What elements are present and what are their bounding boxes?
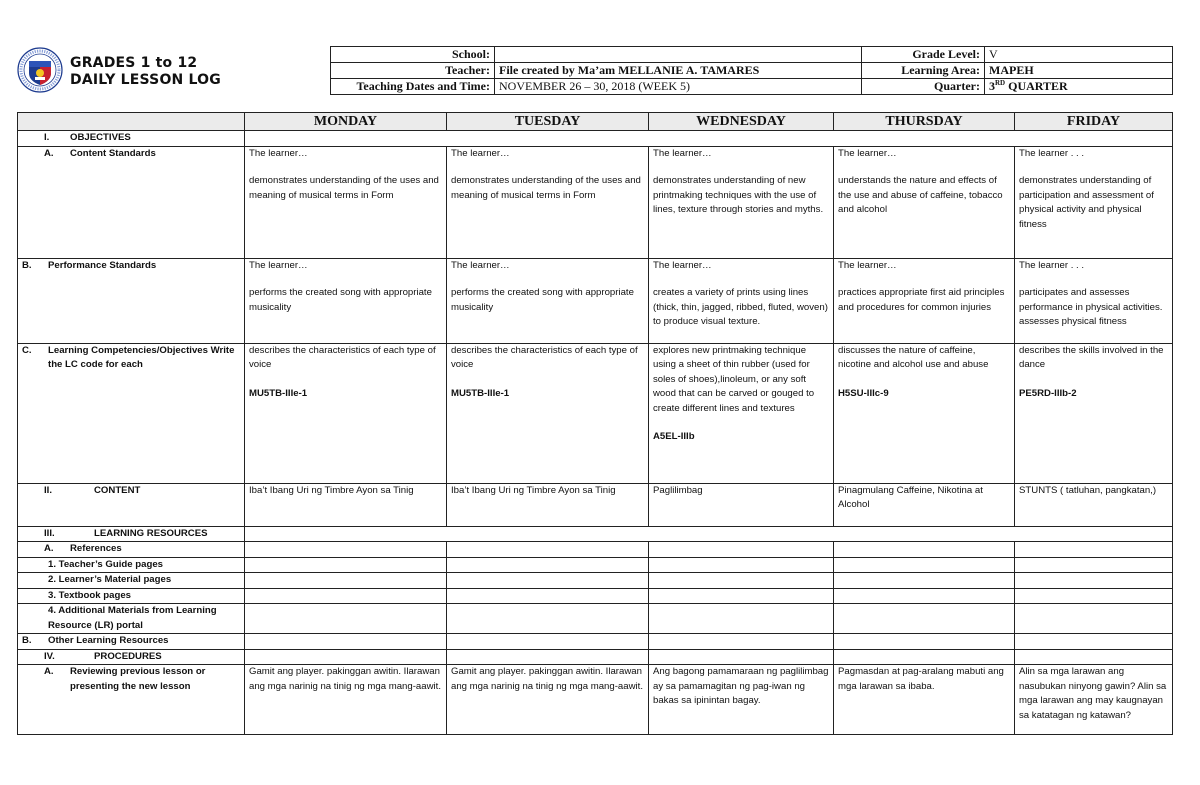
quarter-suffix: RD <box>995 79 1006 87</box>
procedures-marker: IV. <box>44 650 55 662</box>
content-standards-monday: The learner… demonstrates understanding of the uses and meaning of musical terms in Form <box>245 146 447 258</box>
competencies-thursday: discusses the nature of caffeine, nicotine and alcohol use and abuse H5SU-IIIc-9 <box>834 343 1015 483</box>
review-monday: Gamit ang player. pakinggan awitin. Ilarawan ang mga narinig na tinig ng mga mang-aawit. <box>245 665 447 735</box>
references-row <box>18 542 1173 558</box>
competencies-wednesday: explores new printmaking technique using a sheet of thin rubber (used for soles of shoes),linoleum, or any soft wood that can be carved or gouged to create different lines and textures A5EL-IIIb <box>649 343 834 483</box>
review-thursday: Pagmasdan at pag-aralang mabuti ang mga larawan sa ibaba. <box>834 665 1015 735</box>
grade-level-value: V <box>985 47 1173 63</box>
learning-resources-marker: III. <box>44 527 55 539</box>
lc-code: MU5TB-IIIe-1 <box>451 387 510 399</box>
objectives-marker: I. <box>44 132 50 143</box>
other-resources-row <box>18 634 1173 650</box>
days-header-row <box>18 113 1173 131</box>
textbook-label: 3. Textbook pages <box>18 588 245 604</box>
competencies-marker: C. <box>22 344 32 356</box>
other-resources-marker: B. <box>22 635 32 646</box>
deped-seal-icon <box>17 47 63 93</box>
competencies-row <box>18 343 1173 483</box>
learning-resources-row <box>18 526 1173 542</box>
teachers-guide-label: 1. Teacher’s Guide pages <box>18 557 245 573</box>
title-line-grades: GRADES 1 to 12 <box>70 55 198 71</box>
day-friday: FRIDAY <box>1015 113 1173 131</box>
procedures-row <box>18 649 1173 665</box>
learners-material-row <box>18 573 1173 589</box>
performance-standards-label: Performance Standards <box>48 259 157 271</box>
teacher-label: Teacher: <box>331 63 495 79</box>
content-standards-wednesday: The learner… demonstrates understanding of new printmaking techniques with the use of lines, texture through stories and myths. <box>649 146 834 258</box>
quarter-word: QUARTER <box>1008 79 1068 93</box>
quarter-value <box>985 79 1173 95</box>
content-standards-marker: A. <box>44 147 54 159</box>
learners-material-label: 2. Learner’s Material pages <box>18 573 245 589</box>
procedures-label: PROCEDURES <box>94 650 162 662</box>
review-friday: Alin sa mga larawan ang nasubukan ninyong gawin? Alin sa mga larawan ang may kaugnayan sa katatagan ng katawan? <box>1015 665 1173 735</box>
content-wednesday: Paglilimbag <box>649 483 834 526</box>
lc-code: A5EL-IIIb <box>653 431 695 442</box>
lc-code: MU5TB-IIIe-1 <box>249 387 308 399</box>
performance-standards-marker: B. <box>22 259 32 271</box>
additional-materials-row <box>18 604 1173 634</box>
content-friday: STUNTS ( tatluhan, pangkatan,) <box>1015 483 1173 526</box>
learning-area-label: Learning Area: <box>862 63 985 79</box>
content-label: CONTENT <box>94 484 141 496</box>
day-wednesday: WEDNESDAY <box>649 113 834 131</box>
review-label: Reviewing previous lesson or presenting the new lesson <box>70 666 206 692</box>
learning-resources-label: LEARNING RESOURCES <box>94 527 208 539</box>
content-tuesday: Iba’t Ibang Uri ng Timbre Ayon sa Tinig <box>447 483 649 526</box>
day-tuesday: TUESDAY <box>447 113 649 131</box>
teachers-guide-row <box>18 557 1173 573</box>
performance-standards-friday: The learner . . . participates and assesses performance in physical activities. assesses physical fitness <box>1015 258 1173 343</box>
quarter-label: Quarter: <box>862 79 985 95</box>
title-line-dll: DAILY LESSON LOG <box>70 72 221 88</box>
content-standards-tuesday: The learner… demonstrates understanding of the uses and meaning of musical terms in Form <box>447 146 649 258</box>
lc-code: PE5RD-IIIb-2 <box>1019 387 1077 399</box>
content-standards-thursday: The learner… understands the nature and effects of the use and abuse of caffeine, tobacco and alcohol <box>834 146 1015 258</box>
content-row <box>18 483 1173 526</box>
references-marker: A. <box>44 543 54 554</box>
objectives-label: OBJECTIVES <box>70 132 131 143</box>
lesson-log-table <box>17 112 1173 735</box>
competencies-friday: describes the skills involved in the dance PE5RD-IIIb-2 <box>1015 343 1173 483</box>
performance-standards-monday: The learner… performs the created song with appropriate musicality <box>245 258 447 343</box>
competencies-label: Learning Competencies/Objectives Write the LC code for each <box>48 344 235 370</box>
content-standards-friday: The learner . . . demonstrates understanding of participation and assessment of physical activity and physical fitness <box>1015 146 1173 258</box>
school-value <box>495 47 862 63</box>
grade-level-label: Grade Level: <box>862 47 985 63</box>
other-resources-label: Other Learning Resources <box>48 635 169 646</box>
performance-standards-thursday: The learner… practices appropriate first aid principles and procedures for common injuries <box>834 258 1015 343</box>
content-standards-row <box>18 146 1173 258</box>
additional-materials-label: 4. Additional Materials from Learning Resource (LR) portal <box>18 604 245 634</box>
competencies-tuesday: describes the characteristics of each type of voice MU5TB-IIIe-1 <box>447 343 649 483</box>
lc-code: H5SU-IIIc-9 <box>838 387 889 399</box>
day-monday: MONDAY <box>245 113 447 131</box>
dates-label: Teaching Dates and Time: <box>331 79 495 95</box>
content-thursday: Pinagmulang Caffeine, Nikotina at Alcohol <box>834 483 1015 526</box>
corner-cell <box>18 113 245 131</box>
day-thursday: THURSDAY <box>834 113 1015 131</box>
dates-value: NOVEMBER 26 – 30, 2018 (WEEK 5) <box>495 79 862 95</box>
performance-standards-row <box>18 258 1173 343</box>
document-title <box>70 55 221 89</box>
review-wednesday: Ang bagong pamamaraan ng paglilimbag ay sa pamamagitan ng pag-iwan ng bakas sa ipinintan bagay. <box>649 665 834 735</box>
review-tuesday: Gamit ang player. pakinggan awitin. Ilarawan ang mga narinig na tinig ng mga mang-aawit. <box>447 665 649 735</box>
content-monday: Iba’t Ibang Uri ng Timbre Ayon sa Tinig <box>245 483 447 526</box>
content-marker: II. <box>44 484 52 496</box>
performance-standards-wednesday: The learner… creates a variety of prints using lines (thick, thin, jagged, ribbed, fluted, woven) to produce visual texture. <box>649 258 834 343</box>
quarter-number: 3 <box>989 79 995 93</box>
objectives-row <box>18 131 1173 147</box>
teacher-value: File created by Ma’am MELLANIE A. TAMARES <box>495 63 862 79</box>
learning-area-value: MAPEH <box>985 63 1173 79</box>
textbook-row <box>18 588 1173 604</box>
content-standards-label: Content Standards <box>70 147 156 159</box>
school-label: School: <box>331 47 495 63</box>
competencies-monday: describes the characteristics of each type of voice MU5TB-IIIe-1 <box>245 343 447 483</box>
review-marker: A. <box>44 666 54 677</box>
performance-standards-tuesday: The learner… performs the created song with appropriate musicality <box>447 258 649 343</box>
review-row <box>18 665 1173 735</box>
header-info-table <box>330 46 1173 95</box>
references-label: References <box>70 543 122 554</box>
